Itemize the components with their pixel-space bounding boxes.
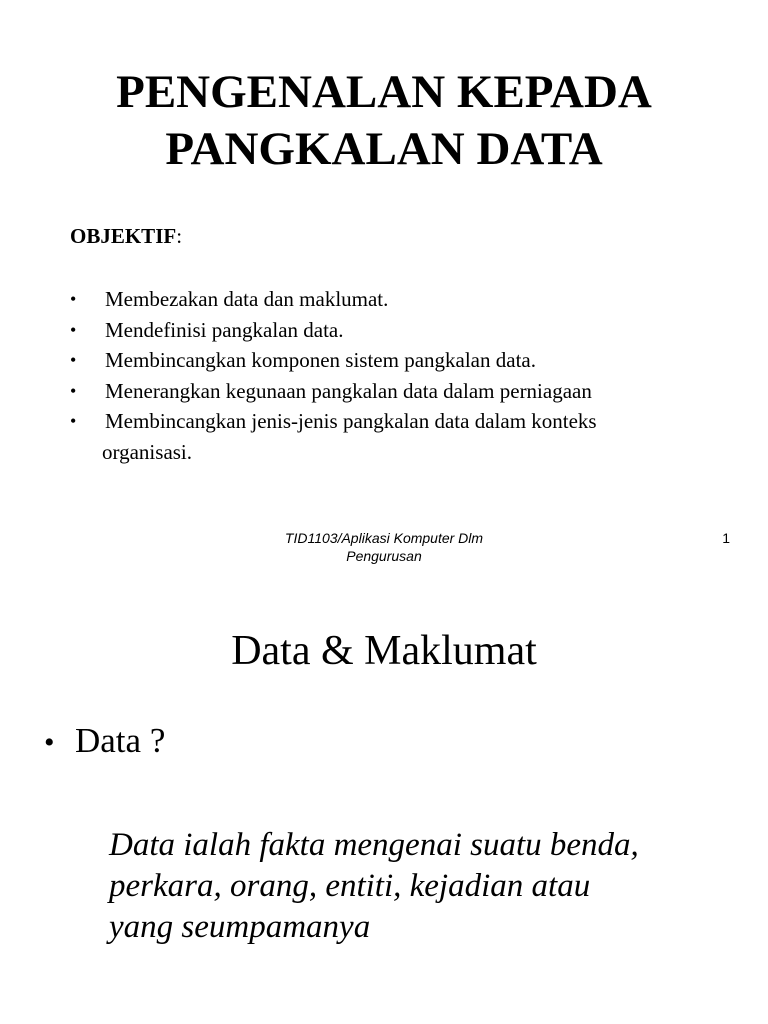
title-line-1: PENGENALAN KEPADA	[116, 66, 652, 118]
slide-title: Data & Maklumat	[231, 628, 537, 674]
objectives-label: OBJEKTIF	[70, 224, 177, 248]
bullet-text: Data ?	[75, 721, 166, 760]
objective-text: Mendefinisi pangkalan data.	[105, 317, 344, 342]
objectives-colon: :	[176, 224, 183, 248]
objective-continuation: organisasi.	[102, 439, 193, 464]
page-number: 1	[722, 530, 730, 546]
bullet-point	[44, 720, 165, 764]
definition-line: yang seumpamanya	[109, 909, 371, 945]
objective-text: Membincangkan komponen sistem pangkalan data.	[105, 348, 536, 372]
bullet-icon: •	[70, 289, 77, 309]
objective-item	[70, 315, 730, 346]
bullet-icon: •	[70, 380, 77, 401]
objective-item	[70, 406, 730, 467]
bullet-icon: •	[44, 726, 55, 759]
title-line-2: PANGKALAN DATA	[165, 123, 603, 175]
definition-line: perkara, orang, entiti, kejadian atau	[109, 868, 591, 904]
slide-2	[0, 580, 768, 1024]
footer-line-2: Pengurusan	[346, 548, 422, 564]
objective-item	[70, 345, 730, 376]
bullet-icon: •	[70, 319, 77, 340]
data-definition	[109, 825, 699, 948]
footer-line-1: TID1103/Aplikasi Komputer Dlm	[284, 530, 484, 546]
objective-item	[70, 376, 730, 407]
slide-title	[0, 64, 768, 178]
objectives-heading	[70, 223, 182, 249]
objective-text: Membincangkan jenis-jenis pangkalan data dalam konteks	[105, 409, 597, 433]
bullet-icon: •	[70, 350, 77, 370]
objective-item	[70, 284, 730, 315]
definition-line: Data ialah fakta mengenai suatu benda,	[109, 827, 639, 863]
bullet-icon: •	[70, 411, 77, 431]
objectives-list	[70, 284, 730, 467]
objective-text: Membezakan data dan maklumat.	[105, 287, 389, 311]
slide-footer	[254, 529, 514, 565]
objective-text: Menerangkan kegunaan pangkalan data dalam perniagaan	[105, 378, 592, 403]
